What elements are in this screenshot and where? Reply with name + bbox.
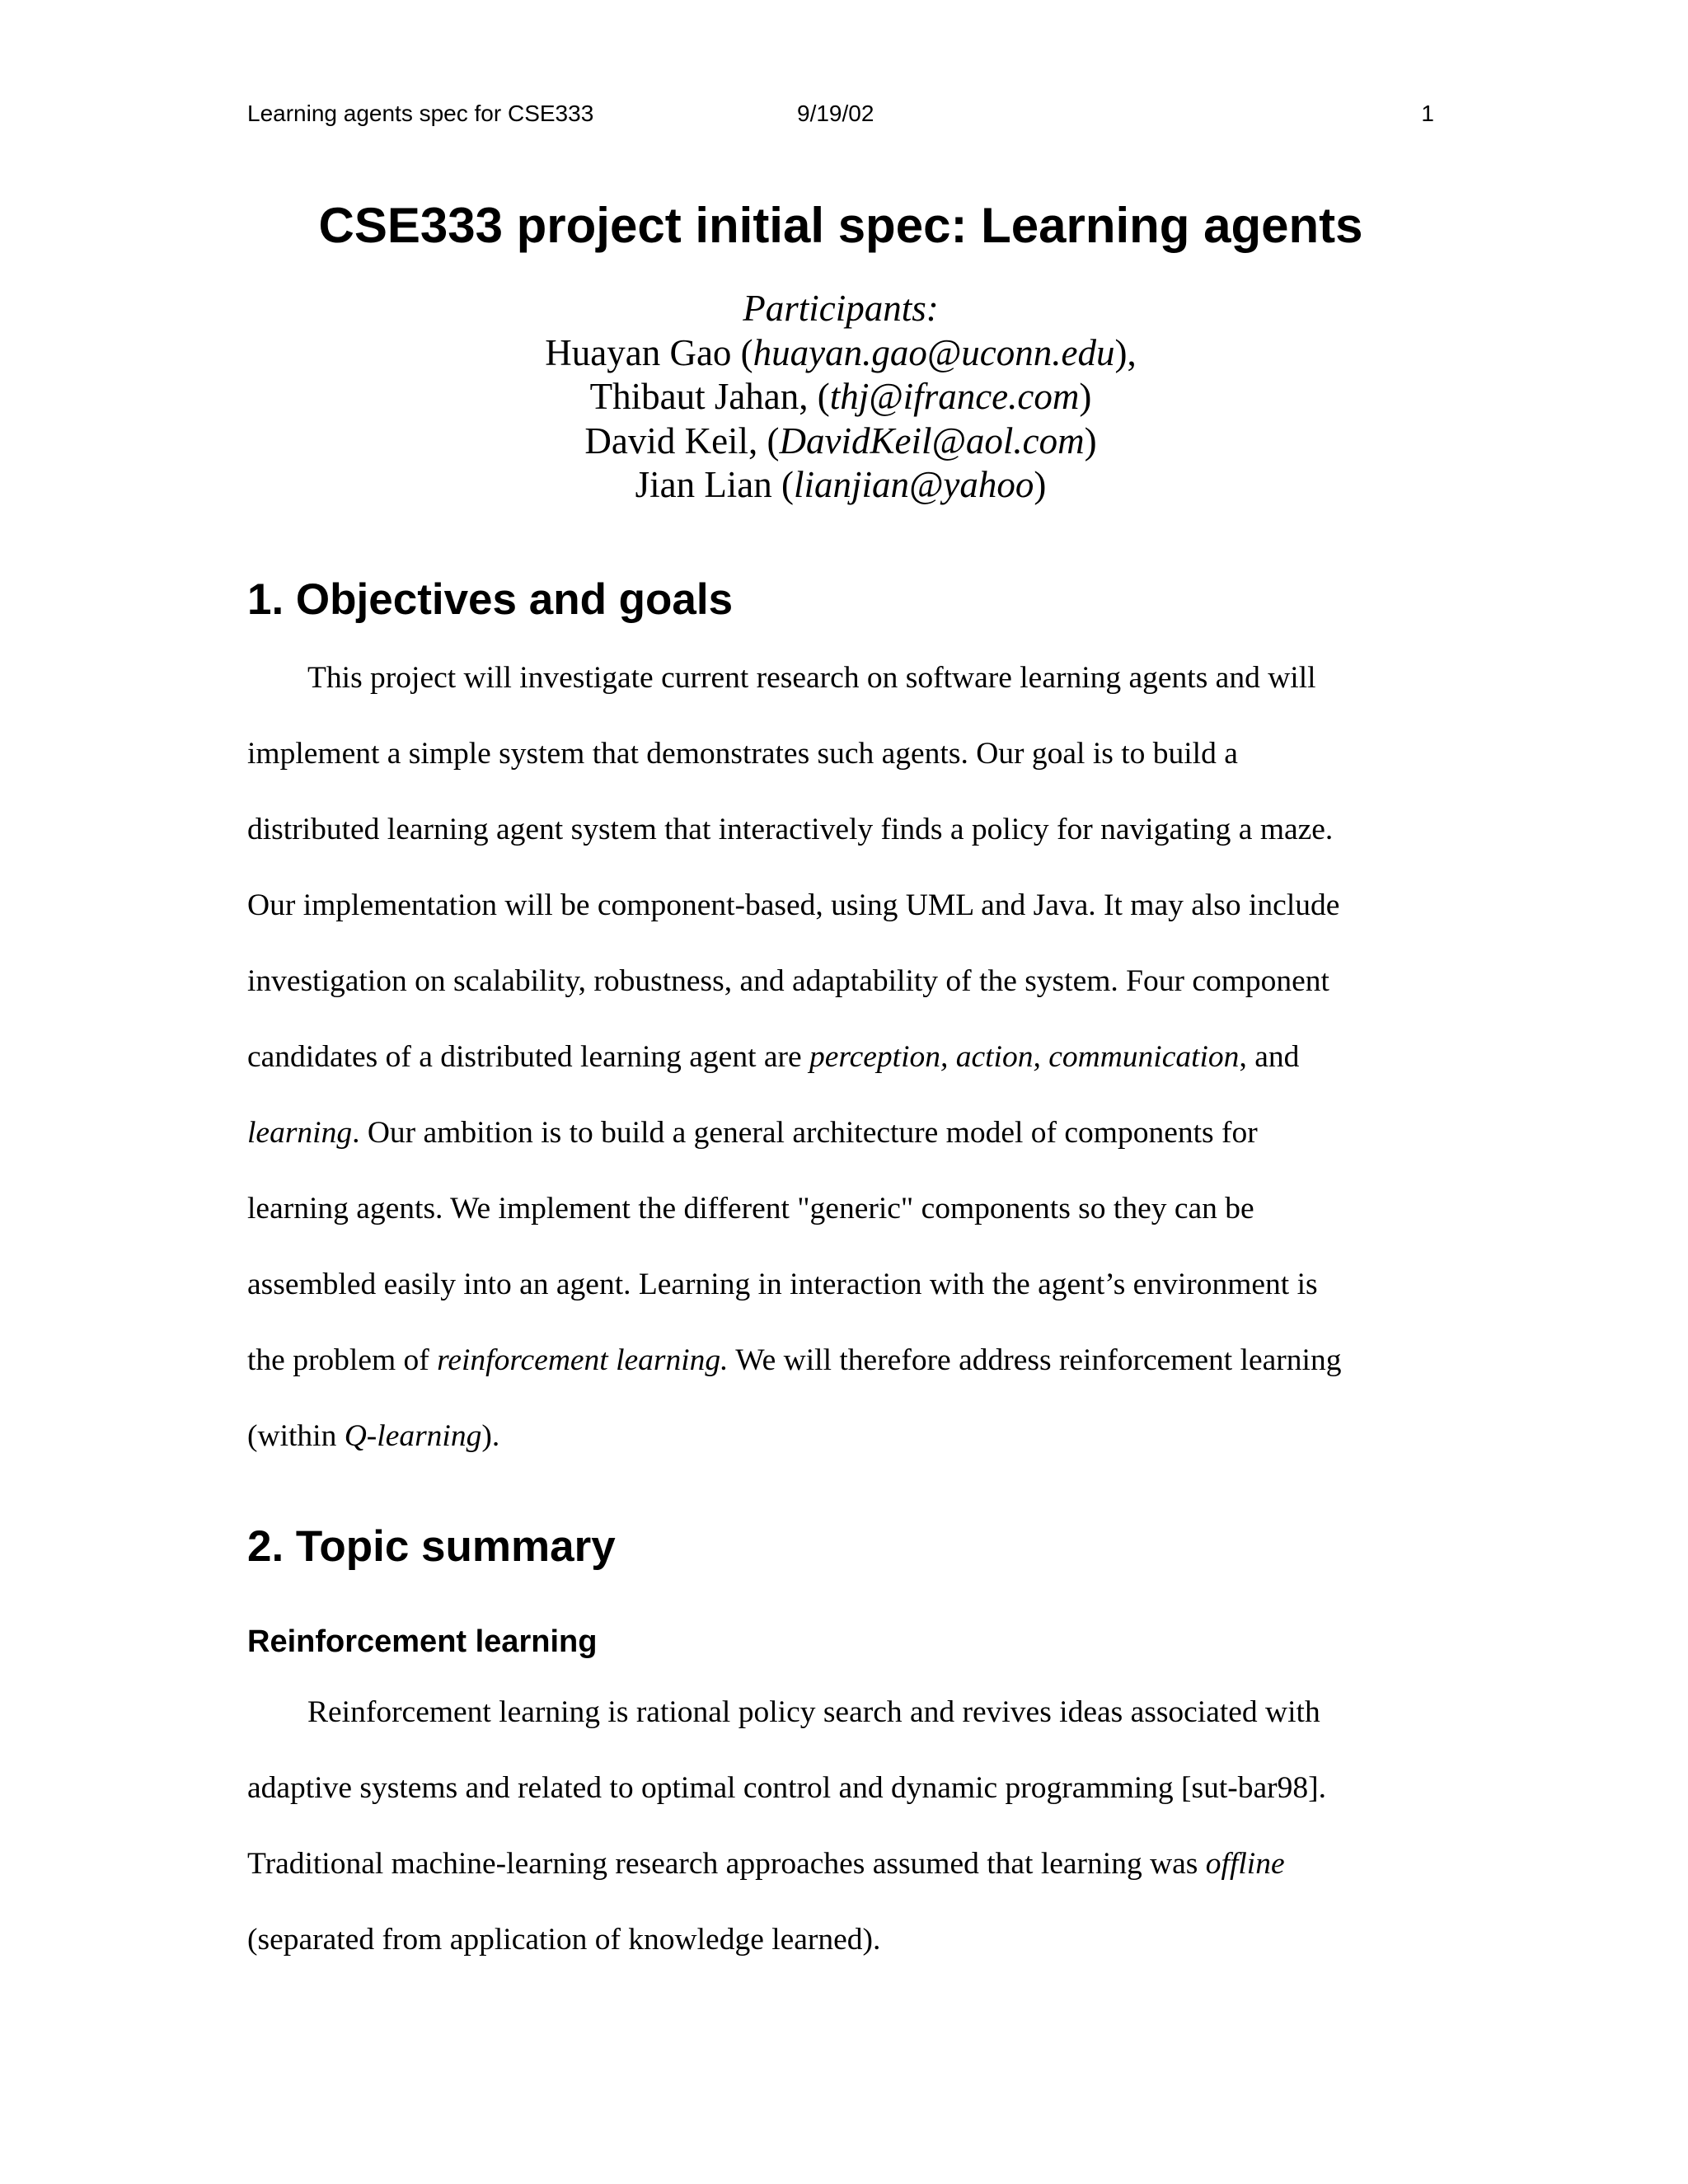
text-line: candidates of a distributed learning agent are perception, action, communication, and <box>247 1040 1300 1074</box>
participants-label: Participants: <box>743 288 939 329</box>
document-title: CSE333 project initial spec: Learning agents <box>318 198 1363 253</box>
header-title: Learning agents spec for CSE333 <box>247 101 594 126</box>
page-number: 1 <box>1421 101 1434 126</box>
text-line: adaptive systems and related to optimal control and dynamic programming [sut-bar98]. <box>247 1771 1327 1805</box>
participant-email: huayan.gao@uconn.edu <box>753 331 1115 373</box>
text-line: (within Q-learning). <box>247 1419 500 1453</box>
participant-email: thj@ifrance.com <box>829 376 1080 417</box>
text-line: (separated from application of knowledge learned). <box>247 1923 881 1957</box>
text-line: distributed learning agent system that interactively finds a policy for navigating a maze. <box>247 813 1334 846</box>
text-line: Our implementation will be component-based, using UML and Java. It may also include <box>247 888 1340 922</box>
participant-line: David Keil, (DavidKeil@aol.com) <box>584 419 1097 462</box>
objectives-paragraph <box>247 640 1434 1474</box>
participant-line: Jian Lian (lianjian@yahoo) <box>635 464 1047 505</box>
text-line: learning. Our ambition is to build a general architecture model of components for <box>247 1116 1258 1150</box>
text-line: implement a simple system that demonstrates such agents. Our goal is to build a <box>247 737 1238 771</box>
text-line: assembled easily into an agent. Learning in interaction with the agent’s environment is <box>247 1268 1318 1301</box>
participant-email: lianjian@yahoo <box>794 464 1034 505</box>
participant-line: Thibaut Jahan, (thj@ifrance.com) <box>589 376 1092 417</box>
reinforcement-learning-paragraph <box>247 1675 1434 1978</box>
text-line: the problem of reinforcement learning. We will therefore address reinforcement learning <box>247 1343 1342 1377</box>
text-line: learning agents. We implement the different "generic" components so they can be <box>247 1192 1254 1226</box>
text-line: Traditional machine-learning research approaches assumed that learning was offline <box>247 1847 1285 1881</box>
text-line: investigation on scalability, robustness, and adaptability of the system. Four component <box>247 964 1329 998</box>
participant-line: Huayan Gao (huayan.gao@uconn.edu), <box>545 331 1137 373</box>
participant-email: DavidKeil@aol.com <box>779 419 1085 462</box>
subsection-heading-reinforcement-learning: Reinforcement learning <box>247 1624 598 1659</box>
text-line: This project will investigate current research on software learning agents and will <box>307 661 1316 695</box>
text-line: Reinforcement learning is rational policy search and revives ideas associated with <box>307 1695 1320 1729</box>
section-heading-objectives: 1. Objectives and goals <box>247 575 734 624</box>
running-header <box>247 97 1434 130</box>
header-date: 9/19/02 <box>797 101 874 126</box>
participants-block <box>247 287 1434 508</box>
section-heading-topic-summary: 2. Topic summary <box>247 1522 616 1571</box>
